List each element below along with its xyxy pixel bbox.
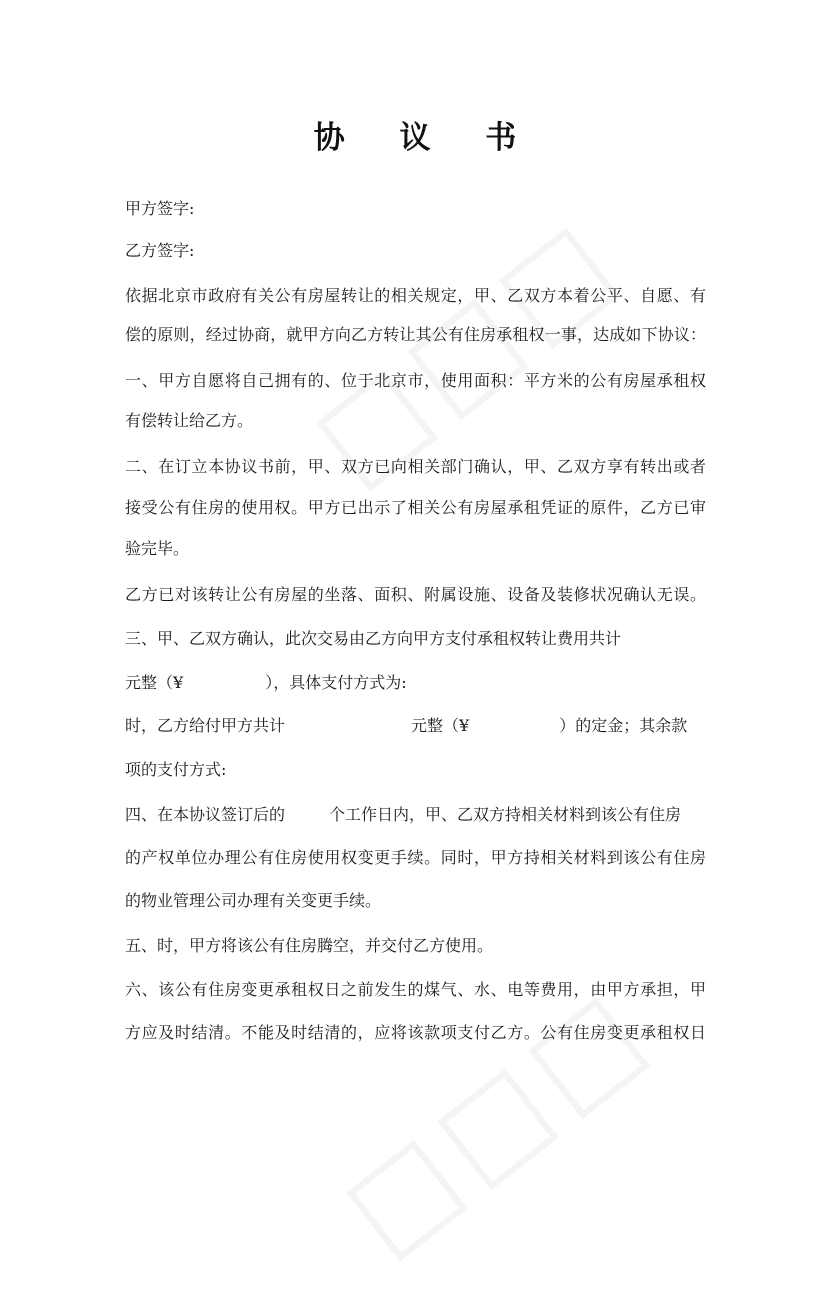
clause-3-text: ）的定金；其余款 [559, 716, 688, 735]
clause-6-line: 六、该公有住房变更承租权日之前发生的煤气、水、电等费用，由甲方承担，甲 [125, 980, 706, 999]
clause-3-text: 时，乙方给付甲方共计 [125, 716, 286, 735]
clause-1-line: 一、甲方自愿将自己拥有的、位于北京市，使用面积：平方米的公有房屋承租权 [125, 371, 706, 390]
clause-4-line: 的物业管理公司办理有关变更手续。 [125, 891, 382, 910]
clause-3-text: 元整（¥ [411, 716, 470, 735]
intro-line: 偿的原则，经过协商，就甲方向乙方转让其公有住房承租权一事，达成如下协议： [125, 325, 706, 344]
clause-3-text: ），具体支付方式为: [265, 673, 407, 692]
clause-1-line: 有偿转让给乙方。 [125, 411, 254, 430]
clause-4-line: 的产权单位办理公有住房使用权变更手续。同时，甲方持相关材料到该公有住房 [125, 848, 706, 867]
watermark [324, 968, 683, 1291]
clause-3-text: 元整（¥ [125, 673, 184, 692]
party-a-signature: 甲方签字: [125, 199, 195, 218]
clause-3-line [125, 713, 687, 736]
clause-5-line: 五、时，甲方将该公有住房腾空，并交付乙方使用。 [125, 936, 494, 955]
clause-2-line: 接受公有住房的使用权。甲方已出示了相关公有房屋承租凭证的原件，乙方已审 [125, 498, 706, 517]
clause-4-line [125, 802, 681, 825]
clause-2b-line: 乙方已对该转让公有房屋的坐落、面积、附属设施、设备及装修状况确认无误。 [125, 585, 706, 604]
clause-3-line: 项的支付方式: [125, 760, 227, 779]
clause-4-text: 四、在本协议签订后的 [125, 805, 286, 824]
clause-6-line: 方应及时结清。不能及时结清的，应将该款项支付乙方。公有住房变更承租权日 [125, 1023, 706, 1042]
clause-2-line: 验完毕。 [125, 539, 190, 558]
clause-3-line [125, 670, 407, 693]
clause-4-text: 个工作日内，甲、乙双方持相关材料到该公有住房 [329, 805, 682, 824]
document-title: 协 议 书 [313, 120, 539, 156]
clause-3-line: 三、甲、乙双方确认，此次交易由乙方向甲方支付承租权转让费用共计 [125, 629, 622, 648]
intro-line: 依据北京市政府有关公有房屋转让的相关规定，甲、乙双方本着公平、自愿、有 [125, 286, 706, 305]
party-b-signature: 乙方签字: [125, 241, 195, 260]
clause-2-line: 二、在订立本协议书前，甲、双方已向相关部门确认，甲、乙双方享有转出或者 [125, 457, 706, 476]
